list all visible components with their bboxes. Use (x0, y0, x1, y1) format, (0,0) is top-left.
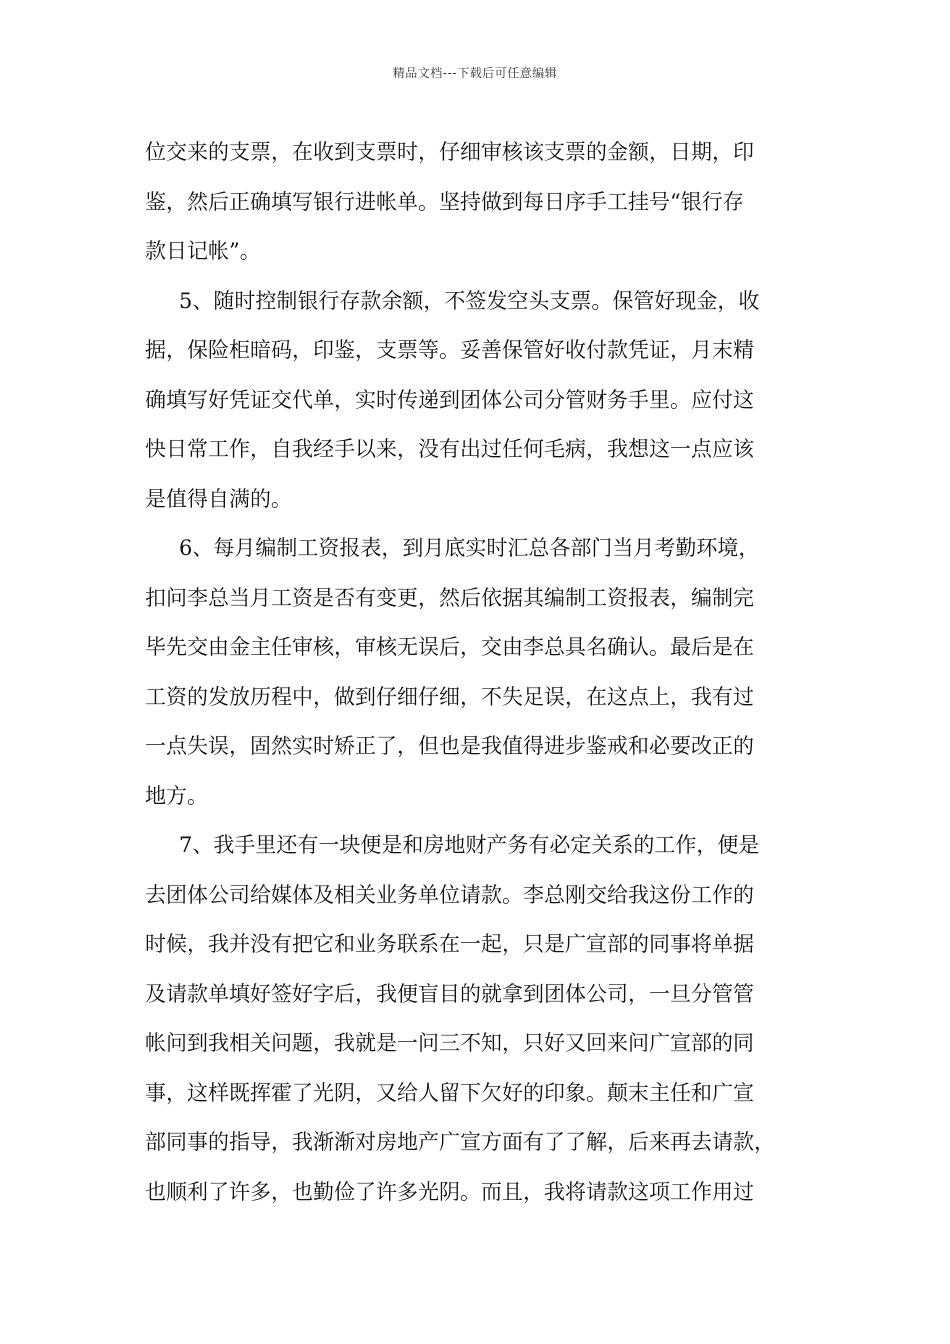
text-line: 去团体公司给媒体及相关业务单位请款。李总刚交给我这份工作的 (145, 882, 754, 907)
body-text (145, 128, 805, 1217)
text-line: 确填写好凭证交代单，实时传递到团体公司分管财务手里。应付这 (145, 387, 754, 412)
text-line: 也顺利了许多，也勤俭了许多光阴。而且，我将请款这项工作用过 (145, 1179, 754, 1204)
text-line: 事，这样既挥霍了光阴，又给人留下欠好的印象。颠末主任和广宣 (145, 1080, 754, 1105)
text-line: 扣问李总当月工资是否有变更，然后依据其编制工资报表，编制完 (145, 585, 754, 610)
page-header: 精品文档---下载后可任意编辑 (392, 66, 558, 80)
text-line: 是值得自满的。 (145, 486, 292, 511)
paragraph-start-line: 7、我手里还有一块便是和房地财产务有必定关系的工作，便是 (179, 833, 760, 857)
text-line: 一点失误，固然实时矫正了，但也是我值得进步鉴戒和必要改正的 (145, 734, 754, 758)
text-line: 毕先交由金主任审核，审核无误后，交由李总具名确认。最后是在 (145, 635, 754, 659)
text-line: 款日记帐”。 (145, 239, 261, 263)
paragraph-start-line: 6、每月编制工资报表，到月底实时汇总各部门当月考勤环境， (179, 536, 760, 560)
text-line: 时候，我并没有把它和业务联系在一起，只是广宣部的同事将单据 (145, 932, 754, 956)
text-line: 鉴，然后正确填写银行进帐单。坚持做到每日序手工挂号“银行存 (145, 189, 744, 214)
text-line: 快日常工作，自我经手以来，没有出过任何毛病，我想这一点应该 (145, 437, 754, 461)
text-line: 工资的发放历程中，做到仔细仔细，不失足误，在这点上，我有过 (145, 684, 754, 709)
text-line: 据，保险柜暗码，印鉴，支票等。妥善保管好收付款凭证，月末精 (145, 338, 754, 362)
text-line: 帐问到我相关问题，我就是一问三不知，只好又回来问广宣部的同 (145, 1031, 754, 1055)
text-line: 位交来的支票，在收到支票时，仔细审核该支票的金额，日期，印 (145, 140, 754, 164)
text-line: 及请款单填好签好字后，我便盲目的就拿到团体公司，一旦分管管 (145, 981, 754, 1006)
text-line: 部同事的指导，我渐渐对房地产广宣方面有了了解，后来再去请款， (145, 1130, 775, 1154)
text-line: 地方。 (145, 783, 208, 808)
paragraph-start-line: 5、随时控制银行存款余额，不签发空头支票。保管好现金，收 (179, 288, 760, 313)
